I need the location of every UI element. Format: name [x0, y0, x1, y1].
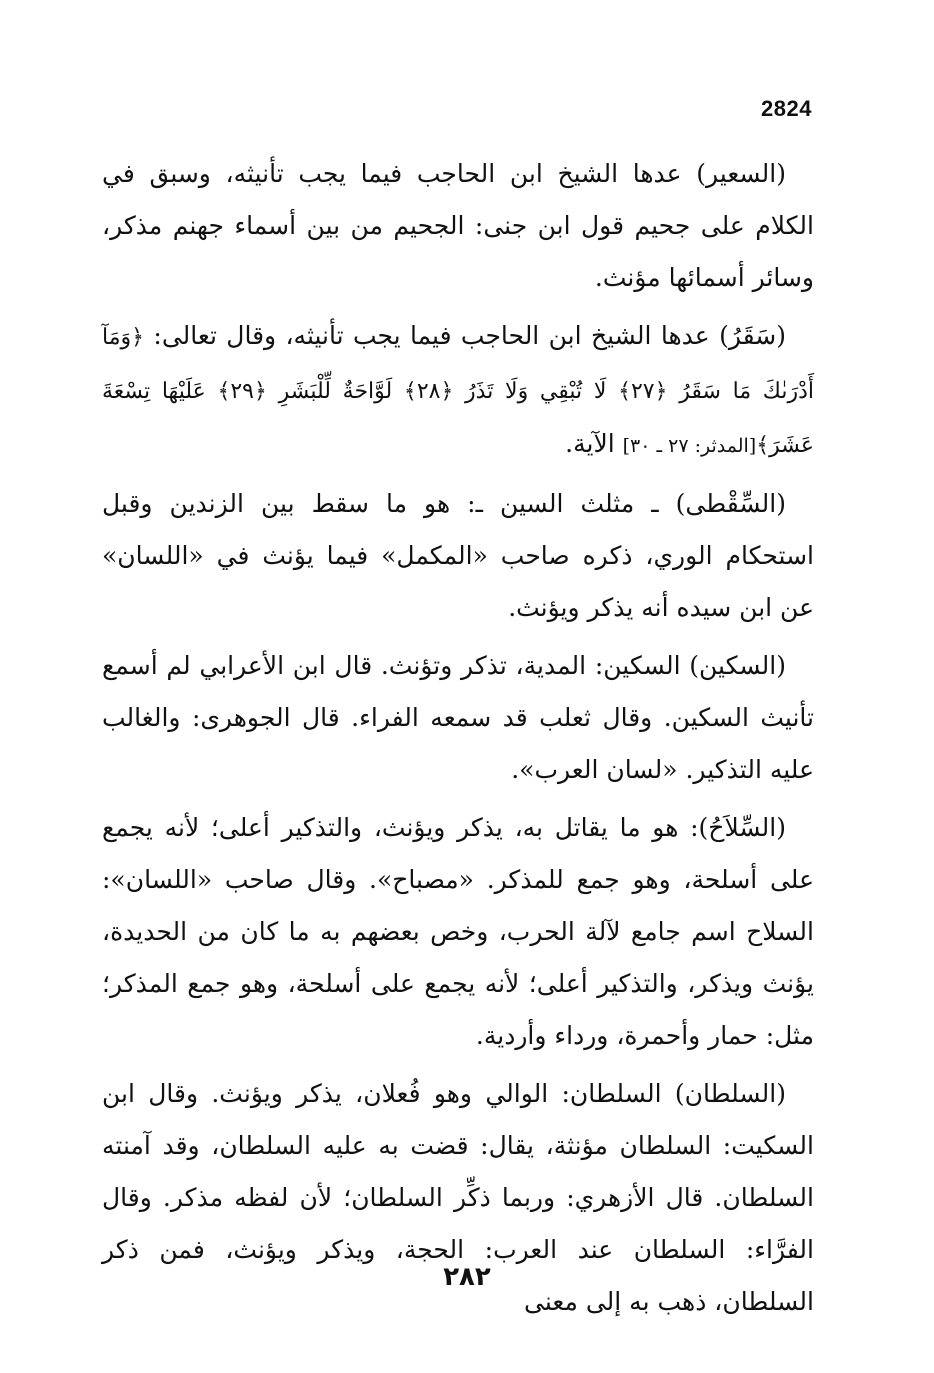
- entry-siqt: (السِّقْطى) ـ مثلث السين ـ: هو ما سقط بين الزندين وقبل استحكام الوري، ذكره صاحب «المكمل» فيما يؤنث في «اللسان» عن ابن سيده أنه يذكر ويؤنث.: [102, 489, 814, 622]
- quran-verse: ﴿وَمَآ أَدْرَىٰكَ مَا سَقَرُ ﴿٢٧﴾ لَا تُبْقِي وَلَا تَذَرُ ﴿٢٨﴾ لَوَّاحَةٌ لِّلْبَشَرِ ﴿٢٩﴾ عَلَيْهَا تِسْعَةَ عَشَرَ﴾: [102, 325, 814, 458]
- entry-sultan: (السلطان) السلطان: الوالي وهو فُعلان، يذكر ويؤنث. وقال ابن السكيت: السلطان مؤنثة، يقال: قضت به عليه السلطان، وقد آمنته السلطان. قال الأزهري: وربما ذكِّر السلطان؛ لأن لفظه مذكر. وقال الفرَّاء: السلطان عند العرب: الحجة، ويذكر ويؤنث، فمن ذكر السلطان، ذهب به إلى معنى: [102, 1079, 814, 1316]
- entry-saqar-tail: الآية.: [565, 429, 615, 458]
- entry-saeer: (السعير) عدها الشيخ ابن الحاجب فيما يجب تأنيثه، وسبق في الكلام على جحيم قول ابن جنى: الجحيم من بين أسماء جهنم مذكر، وسائر أسمائها مؤنث.: [102, 159, 814, 292]
- entry-saqar: [102, 310, 814, 472]
- page-header-number: 2824: [761, 96, 812, 121]
- entry-silah: (السِّلاَحُ): هو ما يقاتل به، يذكر ويؤنث، والتذكير أعلى؛ لأنه يجمع على أسلحة، وهو جمع للمذكر. «مصباح». وقال صاحب «اللسان»: السلاح اسم جامع لآلة الحرب، وخص بعضهم به ما كان من الحديدة، يؤنث ويذكر، والتذكير أعلى؛ لأنه يجمع على أسلحة، وهو جمع المذكر؛ مثل: حمار وأحمرة، ورداء وأردية.: [102, 813, 814, 1050]
- entry-sikkin: (السكين) السكين: المدية، تذكر وتؤنث. قال ابن الأعرابي لم أسمع تأنيث السكين. وقال ثعلب قد سمعه الفراء. قال الجوهرى: والغالب عليه التذكير. «لسان العرب».: [102, 651, 814, 784]
- verse-reference: [المدثر: ٢٧ ـ ٣٠]: [622, 435, 757, 457]
- entry-saqar-text: (سَقَرُ) عدها الشيخ ابن الحاجب فيما يجب تأنيثه، وقال تعالى:: [153, 321, 786, 350]
- page-number: ٢٨٢: [443, 1262, 491, 1292]
- page-body: [102, 148, 814, 1334]
